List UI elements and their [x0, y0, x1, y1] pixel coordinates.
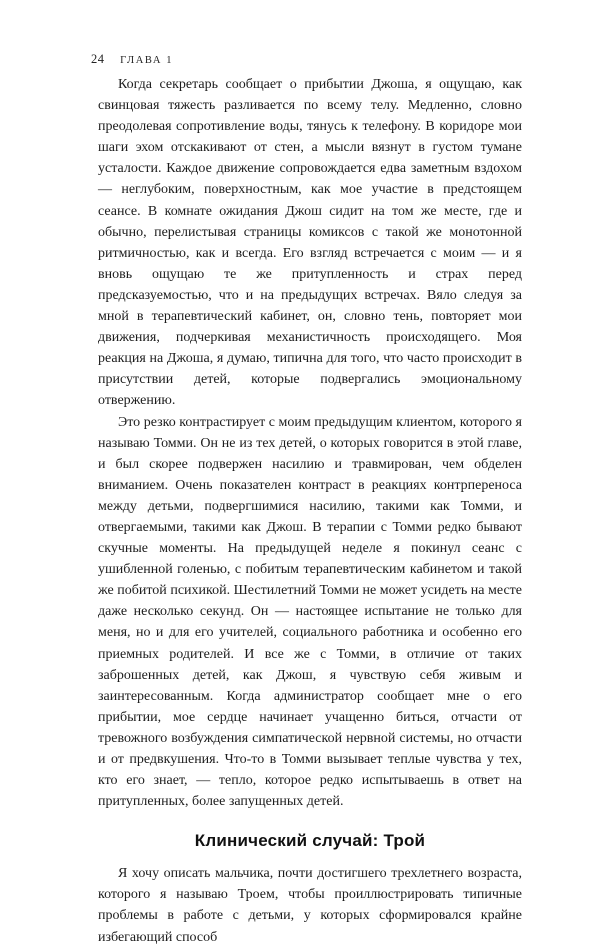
paragraph: Когда секретарь сообщает о прибытии Джоша, я ощущаю, как свинцовая тяжесть разливается по всему телу. Медленно, словно преодолевая сопротивление воды, тянусь к телефону. В коридоре мои шаги эхом отскакивают от стен, а мысли вязнут в густом тумане усталости. Каждое движение сопровождается едва заметным вздохом — неглубоким, поверхностным, как мое участие в предстоящем сеансе. В комнате ожидания Джош сидит на том же месте, где и обычно, перелистывая страницы комиксов с такой же монотонной ритмичностью, как и всегда. Его взгляд встречается с моим — и я вновь ощущаю те же притупленность и страх перед предсказуемостью, что и на предыдущих встречах. Вяло следуя за мной в терапевтический кабинет, он, словно тень, повторяет мои движения, подчеркивая механистичность происходящего. Моя реакция на Джоша, я думаю, типична для того, что часто происходит в присутствии детей, которые подвергались эмоциональному отвержению. — [98, 77, 522, 409]
paragraph: Это резко контрастирует с моим предыдущим клиентом, которого я называю Томми. Он не из тех детей, о которых говорится в этой главе, и был скорее подвержен насилию и травмирован, чем обделен вниманием. Очень показателен контраст в реакциях контрпереноса между детьми, подвергшимися насилию, такими как Томми, и отвергаемыми, такими как Джош. В терапии с Томми редко бывают скучные моменты. На предыдущей неделе я покинул сеанс с ушибленной голенью, с побитым терапевтическим кабинетом и такой же побитой психикой. Шестилетний Томми не может усидеть на месте даже несколько секунд. Он — настоящее испытание не только для меня, но и для его учителей, социального работника и особенно его приемных родителей. И все же с Томми, в отличие от таких заброшенных детей, как Джош, я чувствую себя живым и заинтересованным. Когда администратор сообщает мне о его прибытии, мое сердце начинает учащенно биться, отчасти от тревожного возбуждения симпатической нервной системы, но отчасти и от предвкушения. Что-то в Томми вызывает теплые чувства у тех, кто его знает, — тепло, которое редко испытываешь в ответ на притупленных, более запущенных детей. — [98, 414, 522, 810]
running-head — [91, 52, 173, 67]
paragraph: Я хочу описать мальчика, почти достигшего трехлетнего возраста, которого я называю Троем, чтобы проиллюстрировать типичные проблемы в работе с детьми, у которых сформировался крайне избегающий способ — [98, 866, 522, 945]
page-number: 24 — [91, 52, 105, 66]
chapter-label: ГЛАВА 1 — [120, 55, 174, 66]
section-heading: Клинический случай: Трой — [194, 831, 426, 851]
main-text — [98, 74, 522, 948]
